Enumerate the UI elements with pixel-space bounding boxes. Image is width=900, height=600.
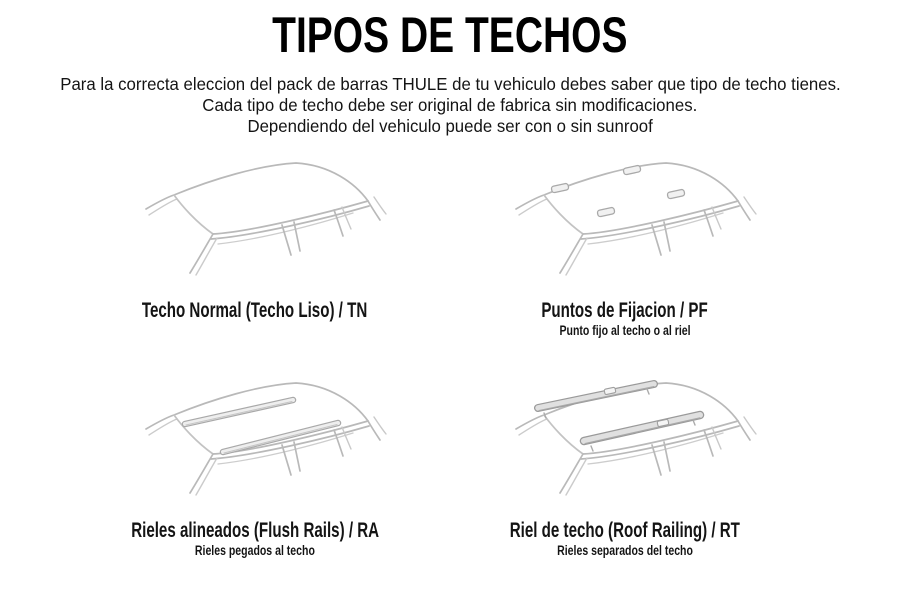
intro-line-1 — [0, 74, 900, 95]
intro-line-3-text: Dependiendo del vehiculo puede ser con o sin sunroof — [247, 116, 653, 136]
intro-line-2-text: Cada tipo de techo debe ser original de fabrica sin modificaciones. — [202, 95, 698, 115]
roof-type-sublabel-rt — [410, 543, 840, 559]
roof-type-card-rt — [410, 372, 840, 559]
roof-type-label-tn — [40, 299, 470, 322]
roof-type-label-rt-text: Riel de techo (Roof Railing) / RT — [509, 519, 741, 542]
roof-type-card-ra — [40, 372, 470, 559]
roof-type-label-rt — [410, 519, 840, 542]
roof-type-sublabel-ra — [40, 543, 470, 559]
roof-type-sublabel-pf — [410, 323, 840, 339]
smooth-roof-illustration — [138, 152, 408, 297]
raised-rails — [538, 384, 700, 451]
intro-line-1-text: Para la correcta eleccion del pack de barras THULE de tu vehiculo debes saber que tipo de techo tienes. — [59, 74, 841, 94]
roof-type-sublabel-pf-text: Punto fijo al techo o al riel — [559, 323, 691, 338]
page-title-text: TIPOS DE TECHOS — [272, 7, 628, 63]
roof-type-sublabel-ra-text: Rieles pegados al techo — [195, 543, 315, 558]
flush-rails — [185, 400, 338, 453]
roof-type-label-tn-text: Techo Normal (Techo Liso) / TN — [142, 299, 368, 322]
roof-type-label-ra-text: Rieles alineados (Flush Rails) / RA — [131, 519, 379, 542]
roof-type-label-pf — [410, 299, 840, 322]
roof-type-card-tn — [40, 152, 470, 322]
fixpoint-roof-illustration — [508, 152, 778, 297]
fixation-pads — [551, 165, 685, 217]
intro-line-2 — [0, 95, 900, 116]
roof-type-card-pf — [410, 152, 840, 339]
intro-line-3 — [0, 116, 900, 137]
flush-rails-roof-illustration — [138, 372, 408, 517]
roof-type-label-pf-text: Puntos de Fijacion / PF — [541, 299, 709, 322]
raised-railing-roof-illustration — [508, 372, 778, 517]
page-title — [0, 8, 900, 62]
roof-type-sublabel-rt-text: Rieles separados del techo — [557, 543, 693, 558]
intro-text — [0, 74, 900, 137]
roof-type-label-ra — [40, 519, 470, 542]
